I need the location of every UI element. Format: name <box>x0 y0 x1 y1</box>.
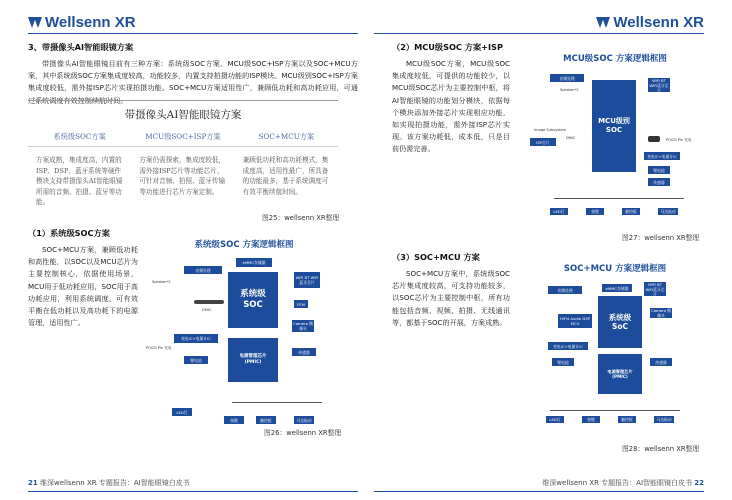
compare-header: MCU级SOC+ISP方案 <box>131 128 234 147</box>
diag27-motor: 马达振动 <box>658 208 678 215</box>
diag26-charge: 充电IC+电量计IC <box>174 334 218 343</box>
right-footer-text: 维深wellsenn XR 专题报告：AI智能眼镜白皮书 <box>542 479 693 487</box>
sub2-text: MCU级SOC方案，MCU级SOC集成度较低，可提供的功能较少，以MCU级SOC芯片为主要控制中枢，将AI智能眼镜的功能划分模块，依据每个模块添加外接芯片实现相应功能，如实现拍摄功能，需外接ISP芯片实现。该方案功耗低，成本低，只是目前仍需完善。 <box>392 59 510 154</box>
sub3-text: SOC+MCU方案中，系统级SOC芯片集成度较高，可支持功能较多，以SOC芯片为主要控制中枢，所有功能包括音频、视频、拍摄、无线通讯等，都基于SOC的开展，方案成熟。 <box>392 269 510 327</box>
diag27-led: LED灯 <box>550 208 568 215</box>
diag28-soc <box>598 296 642 348</box>
diag27-charge: 充电IC+电量计IC <box>644 152 680 160</box>
diag27-audio-block: 音频处理 <box>550 74 584 82</box>
left-brand-text: Wellsenn XR <box>45 14 136 31</box>
sub2-title: （2）MCU级SOC 方案+ISP <box>392 42 503 52</box>
right-page-number: 22 <box>694 479 704 487</box>
diag26-pmic-label: 电源管理芯片 (PMIC) <box>239 354 267 365</box>
diag28-emmc: eMMC存储器 <box>602 284 632 292</box>
compare-header: 系统级SOC方案 <box>28 128 131 147</box>
diag27-image: Image Subsystem <box>534 128 567 132</box>
left-header-rule <box>28 33 358 34</box>
right-sub2 <box>392 42 510 156</box>
left-sub1 <box>28 228 138 329</box>
left-logo <box>28 14 136 31</box>
sub1-text: SOC+MCU方案，兼顾低功耗和高性能，以SOC以及MCU芯片为主要控制核心，依据使用场景，MCU用于低功耗应用，SOC用于高功耗应用，利用系统调度，可有效平衡在低功耗以及高功耗下的电源管理，适用性广。 <box>28 245 138 328</box>
compare-col-soc <box>28 128 131 208</box>
right-header-rule <box>374 33 704 34</box>
diag27-mcu <box>592 80 636 172</box>
diag26-touch: 触控板 <box>256 416 276 424</box>
diag28-pmic-label: 电源管理芯片 (PMIC) <box>607 368 633 379</box>
diag28-touch: 触控板 <box>618 416 636 423</box>
diag27-camera-icon <box>648 136 660 142</box>
diag27-speaker: Speaker*2 <box>560 88 579 92</box>
brand-logo-icon <box>28 17 42 28</box>
figure26-caption: 图26：wellsenn XR整理 <box>264 429 342 437</box>
diag27-sensor: 传感器 <box>648 178 670 186</box>
right-sub3 <box>392 252 510 329</box>
diag26-fem: FEM <box>294 300 308 308</box>
diag28-key: 按键 <box>582 416 600 423</box>
diag28-wifi: WiFi BT WiFi蓝牙芯片 <box>645 281 665 297</box>
left-footer-rule <box>28 491 358 492</box>
diag26-mic-array-icon <box>194 300 224 304</box>
diag27-wifi: WiFi BT WiFi蓝牙芯片 <box>649 77 669 93</box>
diag28-mcu: HiFi4 Audio DSP MCU <box>559 316 591 326</box>
diag28-audio-block: 音频处理 <box>548 286 582 294</box>
diagram-28 <box>520 262 710 442</box>
diag26-sensor: 传感器 <box>292 348 316 356</box>
comparison-title: 带摄像头AI智能眼镜方案 <box>124 109 242 121</box>
diag27-mcu-label: MCU级别 SOC <box>598 117 630 134</box>
diag27-key: 按键 <box>586 208 604 215</box>
left-page <box>28 42 358 107</box>
diagram-26 <box>144 238 344 438</box>
compare-col-soc-mcu <box>235 128 338 208</box>
diag27-touch: 触控板 <box>622 208 640 215</box>
figure28-caption: 图28：wellsenn XR整理 <box>622 445 700 453</box>
diagram27-title: MCU级SOC 方案逻辑框图 <box>563 54 667 64</box>
left-footer-text: 维深wellsenn XR 专题报告：AI智能眼镜白皮书 <box>39 479 190 487</box>
diag26-motor: 马达振动 <box>294 416 314 424</box>
diag27-battery: 锂电池 <box>648 166 670 174</box>
diag26-soc-label: 系统级 SOC <box>240 289 266 310</box>
diag28-charge: 充电IC+电量计IC <box>548 342 588 350</box>
section-intro: 带摄像头AI智能眼镜目前有三种方案：系统级SOC方案、MCU级SOC+ISP方案以及SOC+MCU方案，其中系统级SOC方案集成度较高，功能较多，内置支持拍摄功能的ISP模块。MCU级别SOC+ISP方案集成度较低，需外接ISP芯片实现拍摄功能。SOC+MCU方案适用性广，兼顾低功耗和高功耗应用，可通过系统调度有效控制续航时间。 <box>28 59 358 105</box>
diag28-pmic <box>598 354 642 394</box>
diag26-speaker: Speaker*2 <box>152 280 171 284</box>
diag28-camera: Camera 摄像头 <box>651 308 671 318</box>
diag26-key: 按键 <box>224 416 244 424</box>
compare-body: 兼顾低功耗和高功耗模式，集成度高，适用性最广，所具备的功能最多，基于系统调度可有效平衡续航时间。 <box>242 156 329 196</box>
compare-col-mcu-isp <box>131 128 234 208</box>
diag26-pmic <box>228 338 278 382</box>
diag28-sensor: 传感器 <box>650 358 672 366</box>
diag26-wifi: WiFi BT WiFi蓝牙芯片 <box>294 272 320 288</box>
right-brand-text: Wellsenn XR <box>613 14 704 31</box>
diag26-bus-line <box>232 402 322 403</box>
diag28-led: LED灯 <box>546 416 564 423</box>
diagram26-title: 系统级SOC 方案逻辑框图 <box>194 240 294 250</box>
left-footer <box>28 478 190 488</box>
diag26-audio-block: 音频处理 <box>184 266 222 274</box>
section-title: 3、带摄像头AI智能眼镜方案 <box>28 42 134 52</box>
diag27-bus-line <box>554 198 684 199</box>
diag26-led: LED灯 <box>172 408 192 416</box>
diag27-isp: ISP芯片 <box>530 138 556 146</box>
diag26-camera: Camera 摄像头 <box>293 321 313 331</box>
diag28-soc-label: 系统级 SoC <box>608 312 632 331</box>
right-logo <box>596 14 704 31</box>
diag28-battery: 锂电池 <box>552 358 574 366</box>
diag28-bus-line <box>550 410 680 411</box>
right-footer <box>542 478 704 488</box>
diag26-soc <box>228 272 278 328</box>
comparison-table <box>28 100 338 208</box>
sub3-title: （3）SOC+MCU 方案 <box>392 252 480 262</box>
diag26-dmic: DMIC <box>202 308 212 312</box>
diag26-emmc: eMMC存储器 <box>236 258 272 267</box>
diag28-motor: 马达振动 <box>654 416 674 423</box>
diag26-battery: 锂电池 <box>184 356 208 364</box>
diag27-pogo: POGO Pin 充电 <box>666 138 692 142</box>
figure25-caption: 图25：wellsenn XR整理 <box>262 214 340 222</box>
diag26-pogo: POGO Pin 充电 <box>146 346 172 350</box>
left-page-number: 21 <box>28 479 38 487</box>
compare-header: SOC+MCU方案 <box>235 128 338 147</box>
right-footer-rule <box>374 491 704 492</box>
brand-logo-icon <box>596 17 610 28</box>
compare-body: 方案仍需探索，集成度较低，需外接ISP芯片等功能芯片，可针对音频、拍照、蓝牙传输等功能进行芯片方案定制。 <box>139 156 226 196</box>
figure27-caption: 图27：wellsenn XR整理 <box>622 234 700 242</box>
diag27-dmic: DMIC <box>566 136 576 140</box>
diagram28-title: SOC+MCU 方案逻辑框图 <box>563 264 667 274</box>
compare-body: 方案成熟，集成度高，内置的ISP、DSP、蓝牙系统等硬件模块支持带摄像头AI智能眼镜所需的音频、拍摄、蓝牙等功能。 <box>36 156 123 207</box>
sub1-title: （1）系统级SOC方案 <box>28 228 110 238</box>
diagram-27 <box>520 52 710 232</box>
